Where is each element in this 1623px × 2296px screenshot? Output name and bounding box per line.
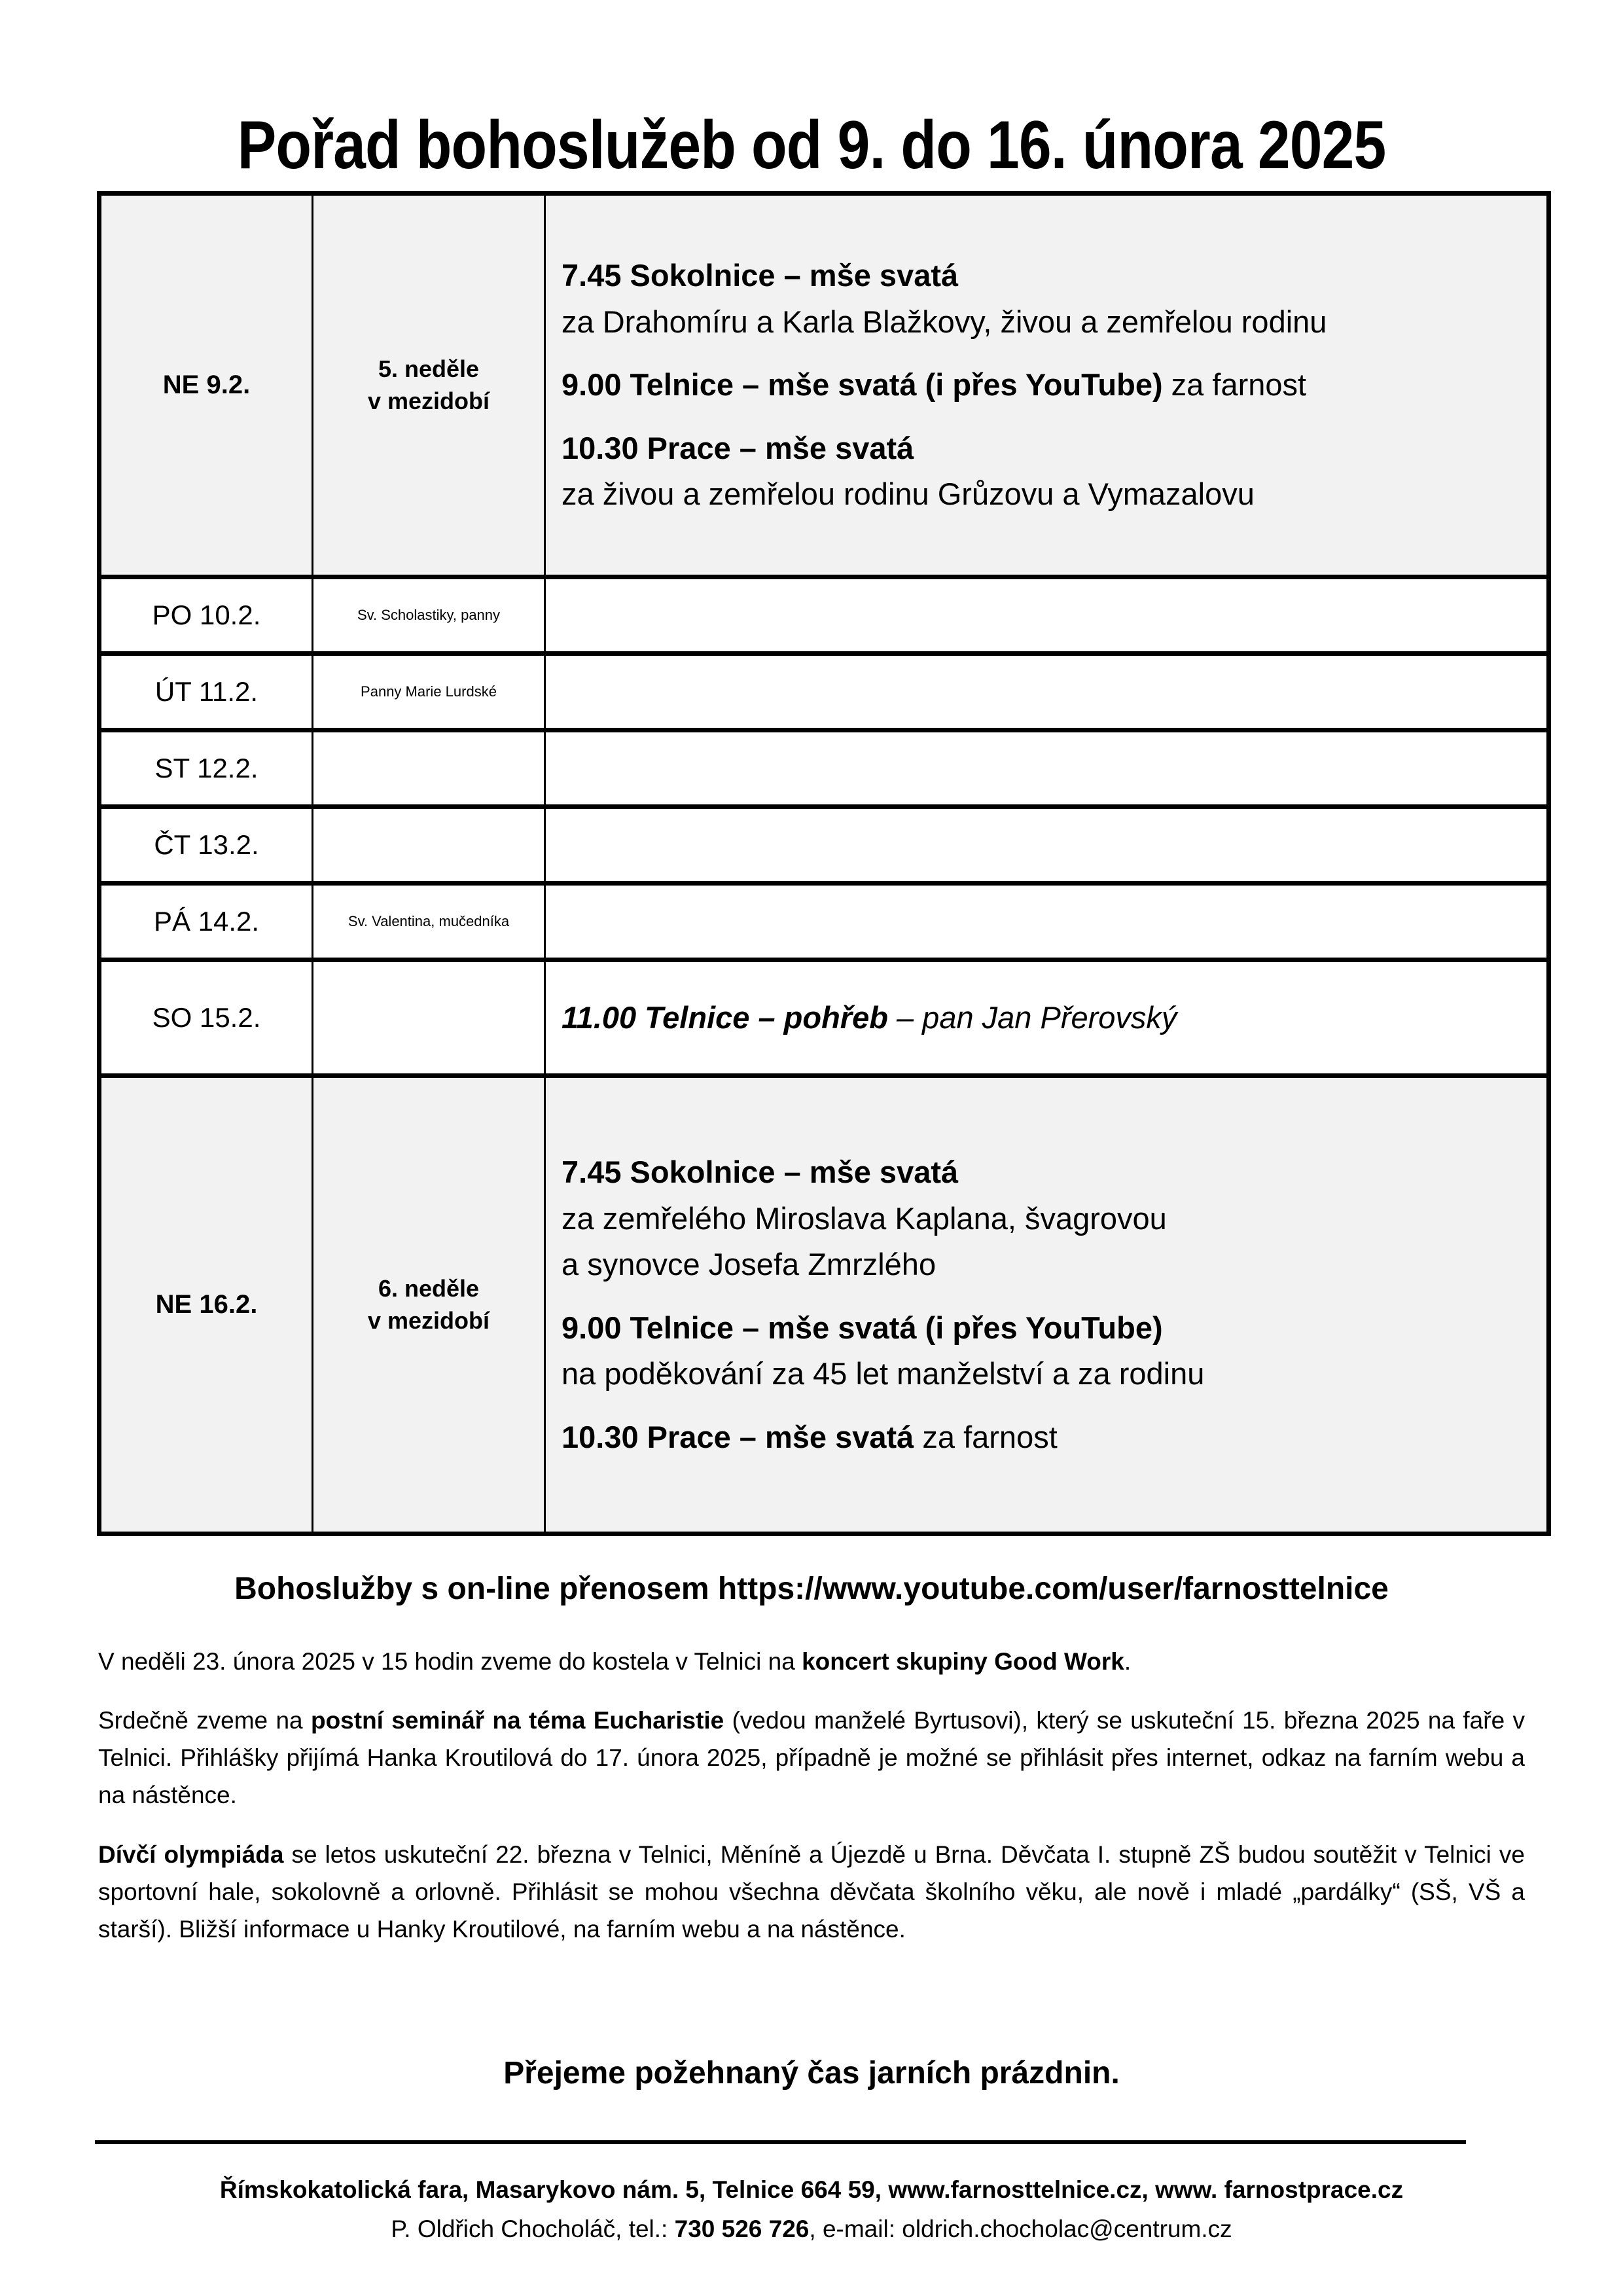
footer-address: Římskokatolická fara, Masarykovo nám. 5, Telnice 664 59, www.farnosttelnice.cz, www. farnostprace.cz	[219, 2176, 1404, 2203]
day-cell: PÁ 14.2.	[99, 884, 313, 960]
seminar-paragraph	[98, 1702, 1525, 1814]
schedule-row	[99, 730, 1549, 807]
schedule-table	[97, 191, 1551, 1536]
footer-contact	[0, 2215, 1623, 2243]
feast-line: v mezidobí	[367, 387, 490, 414]
mass-intention: a synovce Josefa Zmrzlého	[562, 1247, 936, 1282]
schedule-row	[99, 577, 1549, 654]
mass-time-place: 9.00 Telnice – mše svatá (i přes YouTube)	[562, 1310, 1163, 1345]
mass-time-place: 7.45 Sokolnice – mše svatá	[562, 1155, 959, 1189]
seminar-text: Srdečně zveme na	[98, 1707, 311, 1734]
schedule-row-sunday-1	[99, 194, 1549, 577]
schedule-row	[99, 884, 1549, 960]
concert-end: .	[1124, 1648, 1132, 1675]
mass-cell	[545, 807, 1549, 884]
mass-cell	[545, 730, 1549, 807]
footer-email: , e-mail: oldrich.chocholac@centrum.cz	[809, 2215, 1232, 2242]
closing-wish: Přejeme požehnaný čas jarních prázdnin.	[503, 2056, 1120, 2090]
mass-time-place: 7.45 Sokolnice – mše svatá	[562, 258, 959, 293]
day-cell: PO 10.2.	[99, 577, 313, 654]
feast-line: 6. neděle	[378, 1274, 480, 1302]
day-cell: ČT 13.2.	[99, 807, 313, 884]
page-title: Pořad bohoslužeb od 9. do 16. února 2025	[237, 107, 1386, 183]
mass-intention: za farnost	[914, 1419, 1058, 1454]
day-cell: NE 9.2.	[99, 194, 313, 577]
day-cell: NE 16.2.	[99, 1076, 313, 1534]
mass-cell	[545, 577, 1549, 654]
mass-intention: za zemřelého Miroslava Kaplana, švagrovou	[562, 1200, 1167, 1236]
mass-entry	[562, 425, 1531, 518]
concert-text: V neděli 23. února 2025 v 15 hodin zveme do kostela v Telnici na	[98, 1648, 802, 1675]
feast-line: v mezidobí	[367, 1306, 490, 1334]
concert-highlight: koncert skupiny Good Work	[802, 1648, 1124, 1675]
feast-cell: Sv. Valentina, mučedníka	[313, 884, 545, 960]
mass-intention: za Drahomíru a Karla Blažkovy, živou a zemřelou rodinu	[562, 304, 1327, 339]
day-cell: ÚT 11.2.	[99, 654, 313, 730]
mass-cell	[545, 194, 1549, 577]
concert-paragraph	[98, 1643, 1525, 1680]
mass-cell	[545, 654, 1549, 730]
schedule-row-sunday-2	[99, 1076, 1549, 1534]
mass-entry	[562, 253, 1531, 345]
schedule-row	[99, 807, 1549, 884]
feast-cell	[313, 807, 545, 884]
online-broadcast-notice: Bohoslužby s on-line přenosem https://www.youtube.com/user/farnosttelnice	[234, 1571, 1389, 1606]
mass-cell	[545, 884, 1549, 960]
feast-cell	[313, 194, 545, 577]
mass-entry	[562, 1149, 1531, 1288]
feast-cell	[313, 960, 545, 1076]
day-cell: ST 12.2.	[99, 730, 313, 807]
mass-time-place: 10.30 Prace – mše svatá	[562, 430, 914, 465]
mass-intention: na poděkování za 45 let manželství a za rodinu	[562, 1356, 1205, 1391]
schedule-row	[99, 960, 1549, 1076]
mass-time-place: 9.00 Telnice – mše svatá (i přes YouTube)	[562, 367, 1163, 403]
footer-phone: 730 526 726	[674, 2215, 810, 2242]
funeral-person: – pan Jan Přerovský	[887, 999, 1177, 1035]
mass-intention: za živou a zemřelou rodinu Grůzovu a Vymazalovu	[562, 476, 1255, 512]
mass-intention: za farnost	[1162, 367, 1307, 403]
feast-cell	[313, 1076, 545, 1534]
olympiad-highlight: Dívčí olympiáda	[98, 1841, 284, 1868]
mass-entry	[562, 1305, 1531, 1397]
feast-cell: Sv. Scholastiky, panny	[313, 577, 545, 654]
mass-entry	[562, 362, 1531, 408]
seminar-highlight: postní seminář na téma Eucharistie	[310, 1707, 724, 1734]
olympiad-text: se letos uskuteční 22. března v Telnici, Měníně a Újezdě u Brna. Děvčata I. stupně ZŠ budou soutěžit v Telnici ve sportovní hale, sokolovně a orlovně. Přihlásit se mohou všechna děvčata školního věku, ale nově i mladé „pardálky“ (SŠ, VŠ a starší). Bližší informace u Hanky Kroutilové, na farním webu a na nástěnce.	[98, 1841, 1525, 1943]
feast-cell: Panny Marie Lurdské	[313, 654, 545, 730]
mass-time-place: 10.30 Prace – mše svatá	[562, 1419, 914, 1454]
feast-cell	[313, 730, 545, 807]
mass-cell	[545, 960, 1549, 1076]
funeral-time-place: 11.00 Telnice – pohřeb	[562, 999, 888, 1035]
feast-line: 5. neděle	[378, 355, 480, 382]
seminar-text-rest: (vedou manželé Byrtusovi), který se uskuteční 15. března 2025 na faře v Telnici. Přihlášky přijímá Hanka Kroutilová do 17. února 2025, případně je možné se přihlásit přes internet, odkaz na farním webu a na nástěnce.	[98, 1707, 1525, 1808]
schedule-row	[99, 654, 1549, 730]
day-cell: SO 15.2.	[99, 960, 313, 1076]
olympiad-paragraph	[98, 1836, 1525, 1948]
mass-cell	[545, 1076, 1549, 1534]
footer-priest: P. Oldřich Chocholáč, tel.:	[391, 2215, 675, 2242]
mass-entry	[562, 1414, 1531, 1461]
footer-divider	[95, 2140, 1466, 2144]
